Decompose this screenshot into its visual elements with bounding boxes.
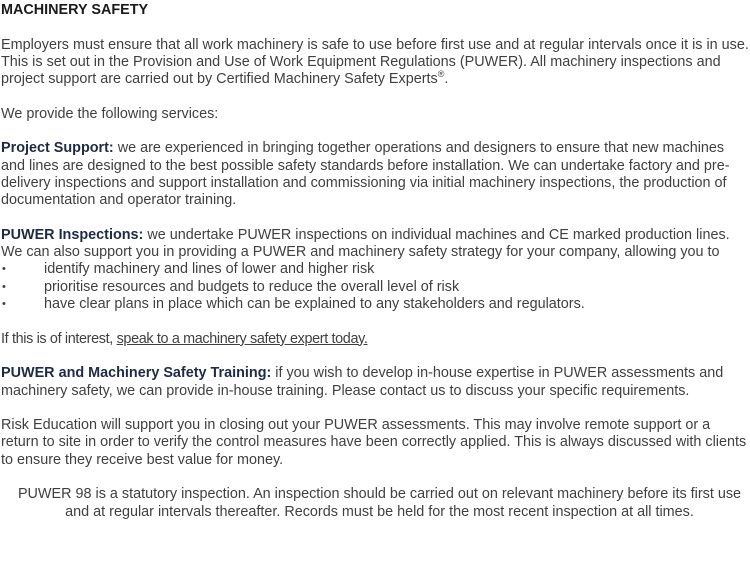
intro-end: . [444,71,449,88]
spacer [1,348,750,365]
registered-mark: ® [437,69,445,80]
spacer [1,123,750,140]
intro-paragraph [1,37,750,89]
bullet-icon: • [2,298,6,311]
interest-paragraph [1,331,750,348]
list-item [1,261,750,278]
contact-expert-link[interactable]: speak to a machinery safety expert today. [116,330,368,347]
spacer [1,19,750,36]
list-item-text: prioritise resources and budgets to reduce the overall level of risk [44,278,460,295]
page-title: MACHINERY SAFETY [1,2,149,18]
risk-education-paragraph: Risk Education will support you in closing out your PUWER assessments. This may involve remote support or a return to site in order to verify the control measures have been correctly applied. This is always discussed with clients to ensure they receive best value for money. [1,417,747,468]
project-support-label: Project Support: [1,140,114,157]
statutory-note: PUWER 98 is a statutory inspection. An inspection should be carried out on relevant machinery before its first use and at regular intervals thereafter. Records must be held for the most recent inspection at all times. [17,486,742,520]
puwer-inspections-label: PUWER Inspections: [1,226,144,243]
project-support-paragraph [1,140,750,209]
project-support-text: we are experienced in bringing together operations and designers to ensure that new machines and lines are designed to the best possible safety standards before installation. We can undertake factory and pre-delivery inspections and support installation and commissioning via initial machinery inspections, the production of documentation and operator training. [1,140,730,209]
bullet-icon: • [2,263,6,276]
training-label: PUWER and Machinery Safety Training: [1,365,272,382]
spacer [1,88,750,105]
puwer-inspections-paragraph [1,227,750,262]
bullet-icon: • [2,280,6,293]
training-text: if you wish to develop in-house expertise in PUWER assessments and machinery safety, we can provide in-house training. Please contact us to discuss your specific requirements. [1,365,724,399]
spacer [1,210,750,227]
list-item-text: identify machinery and lines of lower and higher risk [44,261,375,278]
intro-text: Employers must ensure that all work machinery is safe to use before first use and at regular intervals once it is in use. This is set out in the Provision and Use of Work Equipment Regulations (PUWER). All machinery inspections and project support are carried out by Certified Machinery Safety Experts [1,36,749,88]
training-paragraph [1,365,750,400]
list-item-text: have clear plans in place which can be explained to any stakeholders and regulators. [44,296,585,313]
spacer [1,469,750,486]
list-item [1,296,750,313]
list-item [1,279,750,296]
spacer [1,400,750,417]
puwer-inspections-text: we undertake PUWER inspections on individual machines and CE marked production lines. We can also support you in providing a PUWER and machinery safety strategy for your company, allowing you to [1,226,730,261]
interest-prefix: If this is of interest, [1,330,117,347]
services-intro: We provide the following services: [1,105,219,122]
benefits-list [1,261,750,313]
spacer [1,313,750,330]
